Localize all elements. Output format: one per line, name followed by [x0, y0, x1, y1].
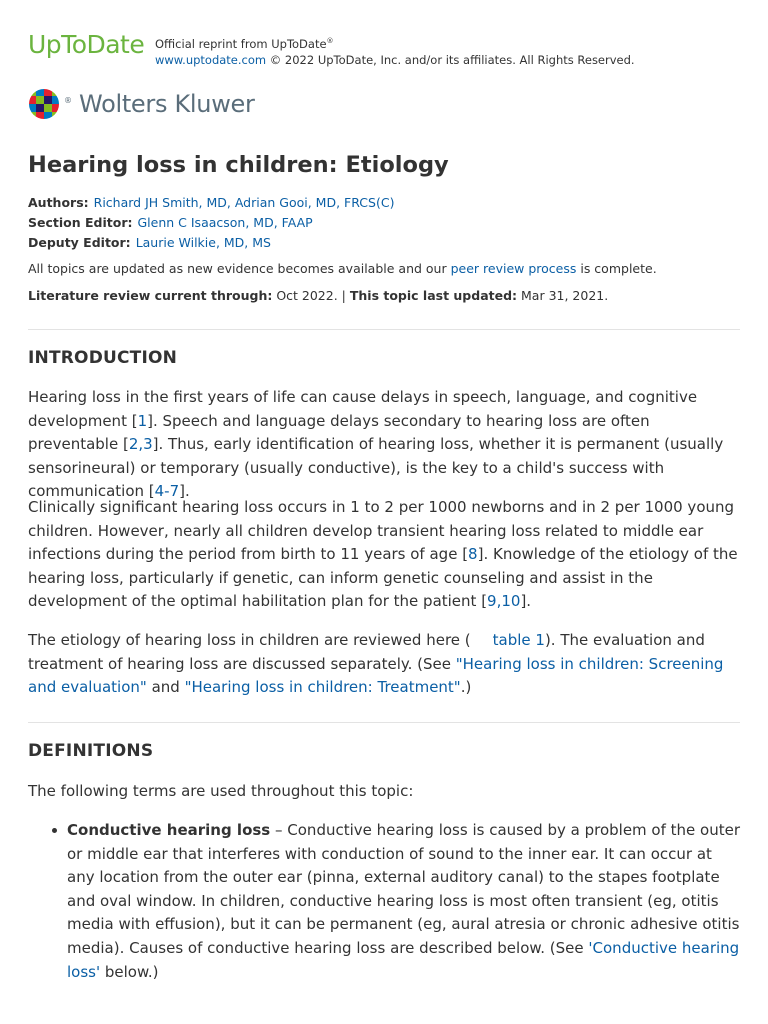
- update-note-tail: is complete.: [576, 261, 657, 276]
- definitions-intro: The following terms are used throughout this topic:: [28, 782, 414, 800]
- reference-link[interactable]: 8: [468, 545, 478, 564]
- wk-registered-mark: ®: [64, 96, 72, 105]
- copyright-text: © 2022 UpToDate, Inc. and/or its affiliates. All Rights Reserved.: [269, 52, 635, 67]
- intro-paragraph-1: [28, 386, 740, 504]
- reference-link[interactable]: 2,3: [128, 435, 153, 454]
- text-run: ]. Speech and language delays secondary to hearing loss are often preventable [: [28, 411, 650, 454]
- authors-link[interactable]: Richard JH Smith, MD, Adrian Gooi, MD, FRCS(C): [93, 195, 395, 210]
- treatment-topic-link[interactable]: "Hearing loss in children: Treatment": [184, 678, 461, 697]
- reprint-header: [28, 30, 635, 68]
- text-run: Hearing loss in the first years of life can cause delays in speech, language, and cognitive development [: [28, 388, 698, 430]
- intro-paragraph-3: [28, 629, 740, 700]
- reference-link[interactable]: 1: [137, 411, 148, 430]
- text-run: ]. Knowledge of the etiology of the hearing loss, particularly if genetic, can inform genetic counseling and assist in the development of the optimal habilitation plan for the patient [: [28, 545, 738, 611]
- uptodate-logo[interactable]: UpToDate: [28, 30, 145, 59]
- text-run: and: [146, 678, 185, 697]
- text-run: .): [460, 678, 472, 697]
- peer-review-link[interactable]: peer review process: [450, 261, 577, 276]
- section-editor-label: Section Editor:: [28, 215, 133, 230]
- intro-paragraph-2: [28, 496, 740, 614]
- deputy-editor-link[interactable]: Laurie Wilkie, MD, MS: [135, 235, 271, 250]
- screening-topic-link[interactable]: "Hearing loss in children: Screening and evaluation": [28, 654, 724, 697]
- updated-label: This topic last updated:: [349, 288, 518, 303]
- wolters-kluwer-logo: [28, 88, 255, 120]
- update-note: [28, 261, 657, 276]
- authors-row: [28, 195, 394, 211]
- litrev-value: Oct 2022. |: [272, 288, 350, 303]
- definition-tail: below.): [100, 962, 159, 981]
- litrev-label: Literature review current through:: [28, 288, 273, 303]
- definitions-list: [28, 819, 740, 984]
- page-title: Hearing loss in children: Etiology: [28, 152, 449, 178]
- wolters-kluwer-globe-icon: [28, 88, 60, 120]
- text-run: The etiology of hearing loss in children are reviewed here (: [28, 631, 471, 649]
- conductive-section-link[interactable]: 'Conductive hearing loss': [67, 938, 740, 981]
- text-run: ). The evaluation and treatment of hearing loss are discussed separately. (See: [28, 631, 705, 673]
- uptodate-site-link[interactable]: www.uptodate.com: [155, 52, 267, 67]
- reference-link[interactable]: 9,10: [487, 592, 521, 611]
- review-dates: [28, 288, 608, 303]
- text-run: ].: [179, 482, 190, 501]
- definition-text: – Conductive hearing loss is caused by a problem of the outer or middle ear that interferes with conduction of sound to the inner ear. It can occur at any location from the outer ear (pinna, external auditory canal) to the stapes footplate and oval window. In children, conductive hearing loss is most often transient (eg, otitis media with effusion), but it can be permanent (eg, aural atresia or chronic adhesive otitis media). Causes of conductive hearing loss are described below. (See: [67, 821, 741, 957]
- table-link[interactable]: table 1: [492, 631, 545, 649]
- section-divider: [28, 722, 740, 723]
- definition-term: Conductive hearing loss: [67, 821, 271, 839]
- section-divider: [28, 329, 740, 330]
- text-run: ].: [520, 592, 532, 611]
- authors-label: Authors:: [28, 195, 89, 210]
- text-run: Clinically significant hearing loss occurs in 1 to 2 per 1000 newborns and in 2 per 1000 young children. However, nearly all children develop transient hearing loss related to middle ear infections during the period from birth to 11 years of age [: [28, 498, 735, 564]
- section-editor-link[interactable]: Glenn C Isaacson, MD, FAAP: [137, 215, 313, 230]
- reference-link[interactable]: 4-7: [154, 482, 180, 501]
- wk-wordmark: Wolters Kluwer: [79, 90, 255, 118]
- reprint-line: Official reprint from UpToDate: [155, 36, 327, 51]
- deputy-editor-row: [28, 235, 271, 251]
- update-note-text: All topics are updated as new evidence becomes available and our: [28, 261, 451, 276]
- reprint-notice: [155, 33, 635, 68]
- list-item: [28, 819, 740, 984]
- text-run: ]. Thus, early identification of hearing loss, whether it is permanent (usually sensorineural) or temporary (usually conductive), is the key to a child's success with communication [: [28, 435, 724, 501]
- registered-mark: ®: [326, 37, 334, 45]
- definitions-heading: DEFINITIONS: [28, 741, 154, 761]
- intro-heading: INTRODUCTION: [28, 348, 178, 368]
- wolters-kluwer-name: [64, 90, 255, 118]
- section-editor-row: [28, 215, 313, 231]
- deputy-editor-label: Deputy Editor:: [28, 235, 131, 250]
- updated-value: Mar 31, 2021.: [517, 288, 609, 303]
